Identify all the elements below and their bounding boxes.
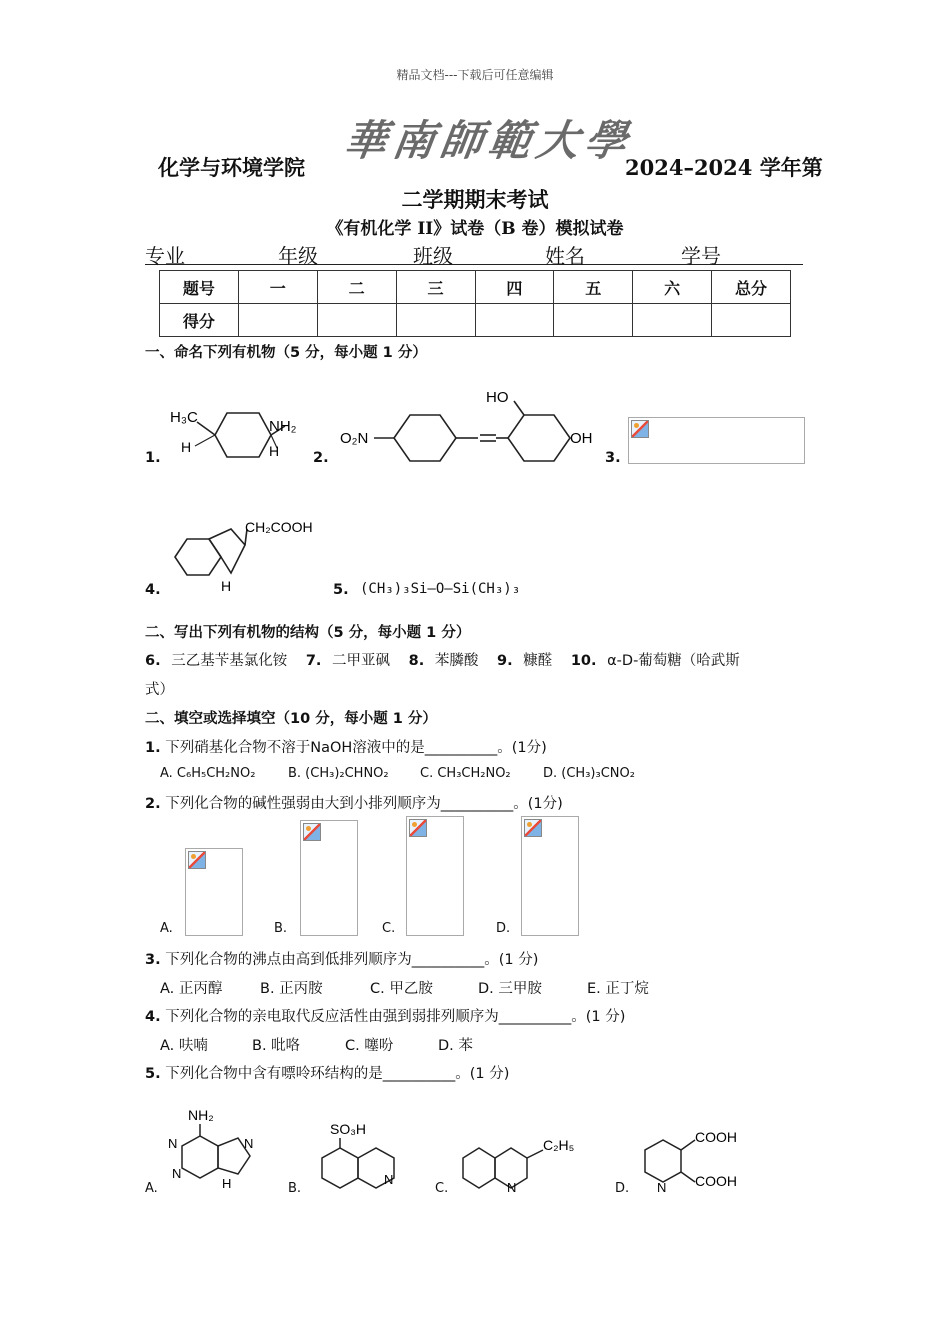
s3-q4-opt-a: A. 呋喃 xyxy=(160,1038,208,1054)
s3-q5-num: 5. xyxy=(145,1066,161,1082)
label-c2h5: C₂H₅ xyxy=(543,1137,575,1153)
q9-num: 9. xyxy=(496,653,513,669)
score-input[interactable] xyxy=(475,304,554,337)
label-ho: HO xyxy=(486,389,509,406)
q4-label: 4. xyxy=(145,582,161,598)
broken-image-placeholder xyxy=(628,417,805,464)
s3-q4-opt-b: B. 吡咯 xyxy=(252,1038,301,1054)
q2-label: 2. xyxy=(313,450,329,466)
score-input[interactable] xyxy=(633,304,712,337)
s3-q1-opt-b: B. (CH₃)₂CHNO₂ xyxy=(288,766,389,781)
score-table-header-row xyxy=(160,271,791,304)
s3-q1-opt-a: A. C₆H₅CH₂NO₂ xyxy=(160,766,256,781)
university-logo xyxy=(341,108,637,166)
broken-image-placeholder xyxy=(406,816,464,936)
s3-q4-opt-d: D. 苯 xyxy=(438,1038,473,1054)
cell-q4: 四 xyxy=(475,271,554,304)
student-info-row xyxy=(145,240,803,268)
cell-q2: 二 xyxy=(317,271,396,304)
section3-title: 二、填空或选择填空（10 分，每小题 1 分） xyxy=(145,711,437,727)
s3-q2 xyxy=(145,792,563,813)
label-so3h: SO₃H xyxy=(330,1121,367,1137)
logo-text: 華南師範大學 xyxy=(341,116,637,165)
field-name: 姓名 xyxy=(545,244,585,268)
s3-q5-opt-c: C. xyxy=(435,1181,449,1196)
s3-q2-opt-c: C. xyxy=(382,921,396,936)
q8-text: 苯膦酸 xyxy=(434,653,479,669)
s3-q2-opt-a: A. xyxy=(160,921,173,936)
s3-q3-opt-a: A. 正丙醇 xyxy=(160,981,223,997)
s3-q3-text: 下列化合物的沸点由高到低排列顺序为__________。(1 分) xyxy=(165,952,539,968)
label-nh2: NH₂ xyxy=(188,1107,214,1123)
label-n: N xyxy=(168,1136,178,1151)
cell-label-score: 得分 xyxy=(160,304,239,337)
s3-q3-opt-e: E. 正丁烷 xyxy=(587,981,649,997)
broken-image-icon xyxy=(409,819,427,837)
s3-q4-text: 下列化合物的亲电取代反应活性由强到弱排列顺序为__________。(1 分) xyxy=(165,1009,626,1025)
label-h3c: H₃C xyxy=(170,409,198,426)
label-nh2: NH₂ xyxy=(269,418,297,435)
school-name: 化学与环境学院 xyxy=(158,155,305,180)
field-grade: 年级 xyxy=(278,244,318,268)
section1-title: 一、命名下列有机物（5 分，每小题 1 分） xyxy=(145,345,427,361)
header-note: 精品文档---下载后可任意编辑 xyxy=(396,68,554,82)
label-cooh: COOH xyxy=(695,1129,737,1145)
score-input[interactable] xyxy=(554,304,633,337)
broken-image-placeholder xyxy=(300,820,358,936)
section2-title: 二、写出下列有机物的结构（5 分，每小题 1 分） xyxy=(145,625,471,641)
structure-indoleacetic-acid xyxy=(165,515,325,600)
structure-adenine xyxy=(160,1100,270,1195)
label-cooh: COOH xyxy=(695,1173,737,1189)
s3-q1-text: 下列硝基化合物不溶于NaOH溶液中的是__________。(1分) xyxy=(165,740,547,756)
field-student-id: 学号 xyxy=(681,244,721,268)
academic-year: 2024–2024 学年第 xyxy=(625,155,823,180)
score-table-score-row xyxy=(160,304,791,337)
s3-q2-opt-d: D. xyxy=(496,921,511,936)
s3-q5-opt-b: B. xyxy=(288,1181,302,1196)
score-table xyxy=(159,270,791,337)
q10-text: α-D-葡萄糖（哈武斯 xyxy=(607,653,740,669)
exam-term: 二学期期末考试 xyxy=(401,187,549,212)
score-input[interactable] xyxy=(712,304,791,337)
s3-q5 xyxy=(145,1062,509,1083)
structure-pyridinedicarboxylic-acid xyxy=(635,1122,765,1197)
exam-subtitle: 《有机化学 II》试卷（B 卷）模拟试卷 xyxy=(326,219,624,239)
score-input[interactable] xyxy=(396,304,475,337)
q7-text: 二甲亚砜 xyxy=(332,653,391,669)
cell-q1: 一 xyxy=(238,271,317,304)
field-major: 专业 xyxy=(145,244,185,268)
broken-image-icon xyxy=(524,819,542,837)
s3-q3-opt-b: B. 正丙胺 xyxy=(260,981,323,997)
label-nh: H xyxy=(222,1176,232,1191)
broken-image-icon xyxy=(188,851,206,869)
q5-label: 5. xyxy=(333,582,349,598)
label-n: N xyxy=(244,1136,254,1151)
q8-num: 8. xyxy=(408,653,425,669)
label-oh: OH xyxy=(570,430,593,447)
q9-text: 糠醛 xyxy=(523,653,553,669)
s3-q3-num: 3. xyxy=(145,952,161,968)
q5-formula: (CH₃)₃Si—O—Si(CH₃)₃ xyxy=(360,581,521,597)
s3-q3 xyxy=(145,948,538,969)
s3-q2-opt-b: B. xyxy=(274,921,288,936)
s3-q2-text: 下列化合物的碱性强弱由大到小排列顺序为__________。(1分) xyxy=(165,796,563,812)
label-n: N xyxy=(657,1180,667,1195)
cell-label-question: 题号 xyxy=(160,271,239,304)
structure-ethylquinoline xyxy=(455,1128,585,1198)
label-h: H xyxy=(269,443,280,459)
cell-q3: 三 xyxy=(396,271,475,304)
structure-azo-compound xyxy=(338,385,600,470)
q6-num: 6. xyxy=(145,653,161,669)
s3-q5-opt-d: D. xyxy=(615,1181,630,1196)
s3-q4-num: 4. xyxy=(145,1009,161,1025)
structure-cyclohexane-amine xyxy=(165,400,305,470)
label-n: N xyxy=(384,1172,394,1187)
score-input[interactable] xyxy=(317,304,396,337)
structure-isoquinoline-sulfonic-acid xyxy=(310,1110,410,1200)
s3-q1-opt-c: C. CH₃CH₂NO₂ xyxy=(420,766,511,781)
broken-image-icon xyxy=(303,823,321,841)
label-ch2cooh: CH₂COOH xyxy=(245,519,313,535)
s3-q4 xyxy=(145,1005,625,1026)
s3-q1-num: 1. xyxy=(145,740,161,756)
broken-image-icon xyxy=(631,420,649,438)
q10-num: 10. xyxy=(570,653,597,669)
q10-wrap: 式） xyxy=(145,682,174,698)
score-input[interactable] xyxy=(238,304,317,337)
s3-q1 xyxy=(145,736,547,757)
s3-q3-opt-c: C. 甲乙胺 xyxy=(370,981,433,997)
label-n: N xyxy=(172,1166,182,1181)
label-n: N xyxy=(507,1180,517,1195)
label-h: H xyxy=(181,439,192,455)
cell-total: 总分 xyxy=(712,271,791,304)
q6-text: 三乙基苄基氯化铵 xyxy=(171,653,288,669)
s3-q3-opt-d: D. 三甲胺 xyxy=(478,981,542,997)
q7-num: 7. xyxy=(305,653,322,669)
broken-image-placeholder xyxy=(521,816,579,936)
s3-q5-text: 下列化合物中含有嘌呤环结构的是__________。(1 分) xyxy=(165,1066,510,1082)
s3-q5-opt-a: A. xyxy=(145,1181,158,1196)
cell-q5: 五 xyxy=(554,271,633,304)
s3-q4-opt-c: C. 噻吩 xyxy=(345,1038,394,1054)
label-nh: H xyxy=(221,578,232,594)
label-o2n: O₂N xyxy=(340,430,369,447)
broken-image-placeholder xyxy=(185,848,243,936)
s3-q2-num: 2. xyxy=(145,796,161,812)
section2-items xyxy=(145,649,740,670)
s3-q1-opt-d: D. (CH₃)₃CNO₂ xyxy=(543,766,635,781)
cell-q6: 六 xyxy=(633,271,712,304)
q3-label: 3. xyxy=(605,450,621,466)
field-class: 班级 xyxy=(413,244,453,268)
q1-label: 1. xyxy=(145,450,161,466)
